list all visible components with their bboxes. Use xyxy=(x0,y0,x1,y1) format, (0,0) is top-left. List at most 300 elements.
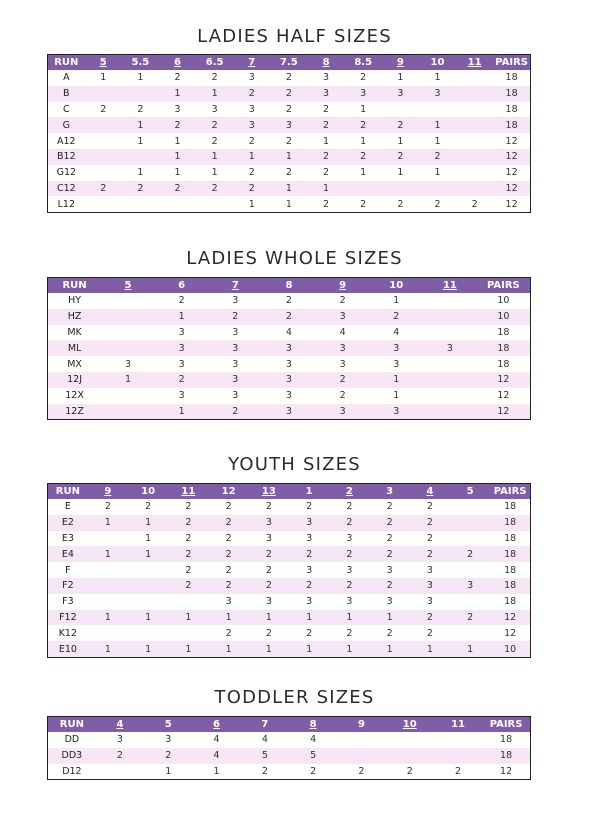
table-cell: 3 xyxy=(178,326,185,338)
table-cell: 3 xyxy=(323,72,330,84)
table-cell: 1 xyxy=(369,372,423,388)
table-cell xyxy=(85,86,122,102)
table-row xyxy=(48,309,531,325)
table-cell: 4 xyxy=(310,734,317,746)
table-cell: 3 xyxy=(233,117,270,133)
table-cell xyxy=(386,732,434,748)
table-cell: 12 xyxy=(505,198,518,210)
table-row xyxy=(48,165,531,181)
table-cell xyxy=(101,309,155,325)
section-title: TODDLER SIZES xyxy=(214,687,375,708)
table-row xyxy=(48,499,531,515)
table-cell: 1 xyxy=(249,610,289,626)
table-cell xyxy=(85,165,122,181)
table-cell: 2 xyxy=(386,532,393,544)
table-row xyxy=(48,325,531,341)
table-cell: 1 xyxy=(159,149,196,165)
table-cell: 2 xyxy=(185,532,192,544)
column-header: RUN xyxy=(48,278,102,294)
table-cell xyxy=(382,181,419,197)
table-row xyxy=(48,372,531,388)
column-header: 13 xyxy=(249,484,289,500)
run-cell: MX xyxy=(67,358,82,370)
table-cell xyxy=(450,625,490,641)
table-cell: 2 xyxy=(339,390,346,402)
table-cell: 2 xyxy=(144,748,192,764)
table-cell: 12 xyxy=(493,149,530,165)
table-cell xyxy=(456,70,493,86)
table-cell: 3 xyxy=(369,340,423,356)
run-cell: B12 xyxy=(48,149,85,165)
table-cell: 2 xyxy=(233,86,270,102)
table-cell: 3 xyxy=(426,596,433,608)
table-cell: 2 xyxy=(329,546,369,562)
table-cell: 1 xyxy=(360,167,367,179)
table-cell: 1 xyxy=(88,641,128,657)
column-header: PAIRS xyxy=(477,278,531,294)
table-cell: 2 xyxy=(323,103,330,115)
column-header: 11 xyxy=(434,717,482,733)
run-cell: HZ xyxy=(48,309,102,325)
table-cell: 1 xyxy=(393,390,400,402)
column-header: 9 xyxy=(337,717,385,733)
table-cell: 1 xyxy=(88,546,128,562)
header-row xyxy=(48,55,531,71)
table-cell: 3 xyxy=(316,404,370,420)
table-cell: 1 xyxy=(329,610,369,626)
table-cell xyxy=(386,748,434,764)
table-cell xyxy=(450,562,490,578)
table-cell: 1 xyxy=(174,135,181,147)
table-cell xyxy=(168,594,208,610)
table-cell xyxy=(88,562,128,578)
table-cell xyxy=(423,388,477,404)
table-cell: 3 xyxy=(174,103,181,115)
table-cell xyxy=(456,133,493,149)
table-cell: 1 xyxy=(307,181,344,197)
table-cell: 3 xyxy=(345,86,382,102)
table-cell: 12 xyxy=(505,135,518,147)
table-cell xyxy=(85,133,122,149)
table-cell: 1 xyxy=(137,135,144,147)
table-cell: 18 xyxy=(490,546,530,562)
table-cell xyxy=(128,562,168,578)
table-cell: 3 xyxy=(346,564,353,576)
table-cell: 3 xyxy=(232,358,239,370)
table-cell xyxy=(337,748,385,764)
table-cell: 2 xyxy=(178,295,185,307)
table-cell xyxy=(345,181,382,197)
run-cell: A12 xyxy=(57,135,76,147)
table-cell: 2 xyxy=(346,627,353,639)
table-cell xyxy=(423,309,477,325)
table-cell: 5 xyxy=(241,748,289,764)
table-cell: 2 xyxy=(159,181,196,197)
table-cell xyxy=(456,86,493,102)
table-cell: 2 xyxy=(285,103,292,115)
table-cell: 2 xyxy=(360,198,367,210)
column-header: 5 xyxy=(85,55,122,71)
table-cell xyxy=(101,340,155,356)
table-cell: 18 xyxy=(505,72,518,84)
table-cell: 10 xyxy=(497,295,510,307)
table-cell: 3 xyxy=(265,596,272,608)
table-cell: 2 xyxy=(419,149,456,165)
run-cell: K12 xyxy=(58,627,78,639)
header-row xyxy=(48,278,531,294)
table-cell xyxy=(101,293,155,309)
column-header: 6 xyxy=(159,55,196,71)
run-cell: E4 xyxy=(48,546,88,562)
table-cell: 2 xyxy=(145,501,152,513)
column-header: 6.5 xyxy=(196,55,233,71)
table-cell: 1 xyxy=(155,404,209,420)
table-cell: 3 xyxy=(232,326,239,338)
column-header: PAIRS xyxy=(482,717,530,733)
table-cell xyxy=(101,388,155,404)
table-cell: 2 xyxy=(209,515,249,531)
table-cell: 2 xyxy=(386,501,393,513)
table-row xyxy=(48,641,531,657)
column-header: 7 xyxy=(233,55,270,71)
table-cell: 2 xyxy=(208,404,262,420)
column-header: 11 xyxy=(456,55,493,71)
table-cell: 1 xyxy=(393,295,400,307)
table-cell: 3 xyxy=(178,358,185,370)
column-header: 5 xyxy=(450,484,490,500)
table-cell: 2 xyxy=(265,564,272,576)
table-cell: 10 xyxy=(477,309,531,325)
table-cell: 2 xyxy=(137,103,144,115)
table-cell: 2 xyxy=(209,578,249,594)
table-cell: 4 xyxy=(213,734,220,746)
table-row xyxy=(48,546,531,562)
table-cell: 1 xyxy=(450,641,490,657)
table-cell: 1 xyxy=(360,135,367,147)
table-row xyxy=(48,578,531,594)
table-cell: 2 xyxy=(285,72,292,84)
table-cell: 1 xyxy=(209,610,249,626)
run-cell: MK xyxy=(67,326,82,338)
table-cell: 3 xyxy=(386,596,393,608)
table-cell: 3 xyxy=(419,86,456,102)
table-cell xyxy=(128,625,168,641)
table-row xyxy=(48,70,531,86)
column-header: 1 xyxy=(289,484,329,500)
run-cell: C xyxy=(63,103,70,115)
table-cell: 18 xyxy=(490,578,530,594)
table-cell: 2 xyxy=(100,103,107,115)
column-header: 11 xyxy=(168,484,208,500)
run-cell: G xyxy=(48,117,85,133)
table-cell: 2 xyxy=(397,198,404,210)
table-cell xyxy=(434,748,482,764)
column-header: 9 xyxy=(88,484,128,500)
table-cell: 2 xyxy=(329,578,369,594)
table-cell: 18 xyxy=(477,340,531,356)
table-row xyxy=(48,117,531,133)
table-cell: 2 xyxy=(382,117,419,133)
table-cell xyxy=(450,594,490,610)
run-cell: ML xyxy=(48,340,102,356)
header-row xyxy=(48,484,531,500)
table-cell: 1 xyxy=(165,765,172,777)
table-cell: 2 xyxy=(270,86,307,102)
table-cell: 1 xyxy=(88,610,128,626)
table-cell: 2 xyxy=(208,309,262,325)
table-cell: 12 xyxy=(497,390,510,402)
table-cell: 2 xyxy=(406,765,413,777)
table-cell: 2 xyxy=(233,181,270,197)
table-cell: 3 xyxy=(225,596,232,608)
table-cell xyxy=(423,356,477,372)
table-cell: 2 xyxy=(434,198,441,210)
table-cell: 3 xyxy=(265,532,272,544)
table-row xyxy=(48,764,531,780)
run-cell: F xyxy=(65,564,71,576)
table-cell: 2 xyxy=(168,578,208,594)
table-cell xyxy=(456,181,493,197)
table-cell: 2 xyxy=(370,546,410,562)
table-cell: 1 xyxy=(360,103,367,115)
table-cell: 2 xyxy=(174,72,181,84)
table-cell: 1 xyxy=(155,309,209,325)
size-table-ladies-whole xyxy=(47,277,531,420)
table-cell: 18 xyxy=(505,103,518,115)
table-cell: 18 xyxy=(504,564,517,576)
table-cell: 2 xyxy=(289,546,329,562)
table-cell: 12 xyxy=(505,167,518,179)
table-cell: 1 xyxy=(100,72,107,84)
table-row xyxy=(48,515,531,531)
table-cell: 1 xyxy=(174,167,181,179)
table-cell: 2 xyxy=(122,181,159,197)
table-cell xyxy=(456,117,493,133)
run-cell: B xyxy=(48,86,85,102)
run-cell: F3 xyxy=(62,596,74,608)
table-cell: 2 xyxy=(265,501,272,513)
table-cell: 1 xyxy=(128,515,168,531)
run-cell: 12Z xyxy=(48,404,102,420)
table-cell: 3 xyxy=(307,86,344,102)
table-cell: 3 xyxy=(262,404,316,420)
table-cell: 12 xyxy=(504,627,517,639)
column-header: PAIRS xyxy=(493,55,530,71)
table-cell: 1 xyxy=(323,135,330,147)
run-cell: A xyxy=(63,72,70,84)
table-cell: 3 xyxy=(165,734,172,746)
table-cell: 3 xyxy=(270,117,307,133)
table-row xyxy=(48,748,531,764)
table-cell: 3 xyxy=(316,309,370,325)
table-cell: 18 xyxy=(490,515,530,531)
table-cell: 2 xyxy=(285,295,292,307)
table-cell: 2 xyxy=(285,135,292,147)
table-cell: 2 xyxy=(346,501,353,513)
table-row xyxy=(48,732,531,748)
column-header: 6 xyxy=(192,717,240,733)
table-cell: 1 xyxy=(370,641,410,657)
table-cell: 1 xyxy=(397,135,404,147)
table-cell: 18 xyxy=(497,326,510,338)
table-cell: 1 xyxy=(101,372,155,388)
table-row xyxy=(48,625,531,641)
table-row xyxy=(48,388,531,404)
table-cell: 2 xyxy=(410,546,450,562)
table-cell: 2 xyxy=(370,515,410,531)
table-cell xyxy=(85,149,122,165)
table-cell: 2 xyxy=(339,295,346,307)
table-cell: 2 xyxy=(249,578,289,594)
table-cell: 18 xyxy=(504,532,517,544)
table-cell xyxy=(96,764,144,780)
table-cell xyxy=(423,372,477,388)
table-cell: 2 xyxy=(225,564,232,576)
table-cell: 2 xyxy=(369,309,423,325)
column-header: 5.5 xyxy=(122,55,159,71)
run-cell: HY xyxy=(68,295,82,307)
table-cell: 18 xyxy=(497,358,510,370)
column-header: 8 xyxy=(307,55,344,71)
table-cell xyxy=(456,149,493,165)
table-cell: 3 xyxy=(208,372,262,388)
table-row xyxy=(48,404,531,420)
table-cell: 1 xyxy=(397,167,404,179)
table-row xyxy=(48,562,531,578)
table-cell: 4 xyxy=(339,326,346,338)
table-cell: 3 xyxy=(386,564,393,576)
table-cell: 4 xyxy=(285,326,292,338)
table-cell: 2 xyxy=(382,149,419,165)
table-cell: 2 xyxy=(225,501,232,513)
table-cell: 5 xyxy=(289,748,337,764)
table-cell: 1 xyxy=(370,610,410,626)
column-header: 7 xyxy=(241,717,289,733)
table-cell: 2 xyxy=(289,578,329,594)
table-cell: 2 xyxy=(96,748,144,764)
column-header: 8 xyxy=(289,717,337,733)
table-cell: 3 xyxy=(249,515,289,531)
table-row xyxy=(48,196,531,212)
table-cell: 3 xyxy=(289,515,329,531)
table-cell: 3 xyxy=(285,390,292,402)
table-cell: 2 xyxy=(168,515,208,531)
table-cell: 2 xyxy=(360,72,367,84)
size-table-ladies-half xyxy=(47,54,531,213)
table-cell xyxy=(456,165,493,181)
table-cell xyxy=(88,625,128,641)
section-youth xyxy=(0,454,589,475)
table-cell: 2 xyxy=(185,564,192,576)
run-cell: D12 xyxy=(62,765,82,777)
table-cell: 2 xyxy=(209,546,249,562)
table-cell: 3 xyxy=(116,734,123,746)
column-header: 8.5 xyxy=(345,55,382,71)
table-cell xyxy=(456,102,493,118)
table-cell: 3 xyxy=(211,103,218,115)
table-cell xyxy=(159,196,196,212)
table-row xyxy=(48,181,531,197)
table-cell xyxy=(434,732,482,748)
table-cell: 1 xyxy=(168,610,208,626)
table-cell: 2 xyxy=(306,501,313,513)
table-cell: 2 xyxy=(248,167,255,179)
table-cell xyxy=(450,515,490,531)
table-cell: 2 xyxy=(104,501,111,513)
column-header: 5 xyxy=(144,717,192,733)
table-cell: 2 xyxy=(316,372,370,388)
column-header: 2 xyxy=(329,484,369,500)
table-cell: 3 xyxy=(248,72,255,84)
column-header: 8 xyxy=(262,278,316,294)
table-cell: 2 xyxy=(307,117,344,133)
table-cell xyxy=(101,404,155,420)
column-header: 7.5 xyxy=(270,55,307,71)
run-cell: E3 xyxy=(61,532,74,544)
table-row xyxy=(48,149,531,165)
run-cell: DD xyxy=(64,734,80,746)
table-cell: 2 xyxy=(450,546,490,562)
table-cell: 4 xyxy=(393,326,400,338)
table-cell: 3 xyxy=(232,390,239,402)
table-cell: 2 xyxy=(249,546,289,562)
section-ladies-whole xyxy=(0,248,589,269)
table-cell: 1 xyxy=(159,86,196,102)
table-cell: 3 xyxy=(339,358,346,370)
table-cell: 3 xyxy=(155,340,209,356)
table-cell xyxy=(128,578,168,594)
table-cell: 2 xyxy=(159,117,196,133)
table-cell xyxy=(85,196,122,212)
table-cell: 3 xyxy=(346,596,353,608)
table-cell: 2 xyxy=(185,501,192,513)
column-header: 3 xyxy=(370,484,410,500)
column-header: 7 xyxy=(208,278,262,294)
table-cell: 3 xyxy=(285,358,292,370)
run-cell: DD3 xyxy=(48,748,96,764)
header-row xyxy=(48,717,531,733)
table-cell xyxy=(419,181,456,197)
section-title: LADIES WHOLE SIZES xyxy=(186,248,403,269)
table-cell xyxy=(450,499,490,515)
column-header: RUN xyxy=(48,484,88,500)
table-cell: 2 xyxy=(85,181,122,197)
column-header: 9 xyxy=(382,55,419,71)
table-cell: 1 xyxy=(270,181,307,197)
table-cell: 3 xyxy=(426,564,433,576)
table-cell xyxy=(122,196,159,212)
table-row xyxy=(48,86,531,102)
table-cell: 12 xyxy=(500,765,513,777)
table-cell: 4 xyxy=(192,748,240,764)
table-cell: 2 xyxy=(370,578,410,594)
table-cell: 1 xyxy=(128,610,168,626)
table-cell: 1 xyxy=(137,167,144,179)
column-header: 4 xyxy=(96,717,144,733)
table-cell: 12 xyxy=(490,610,530,626)
table-cell xyxy=(88,578,128,594)
section-title: LADIES HALF SIZES xyxy=(197,26,392,47)
table-cell: 3 xyxy=(393,358,400,370)
table-cell: 1 xyxy=(434,167,441,179)
table-cell xyxy=(168,625,208,641)
size-table-youth xyxy=(47,483,531,658)
run-cell: E10 xyxy=(48,641,88,657)
table-cell xyxy=(196,196,233,212)
table-cell: 2 xyxy=(345,117,382,133)
table-cell: 3 xyxy=(423,340,477,356)
table-cell: 3 xyxy=(382,86,419,102)
